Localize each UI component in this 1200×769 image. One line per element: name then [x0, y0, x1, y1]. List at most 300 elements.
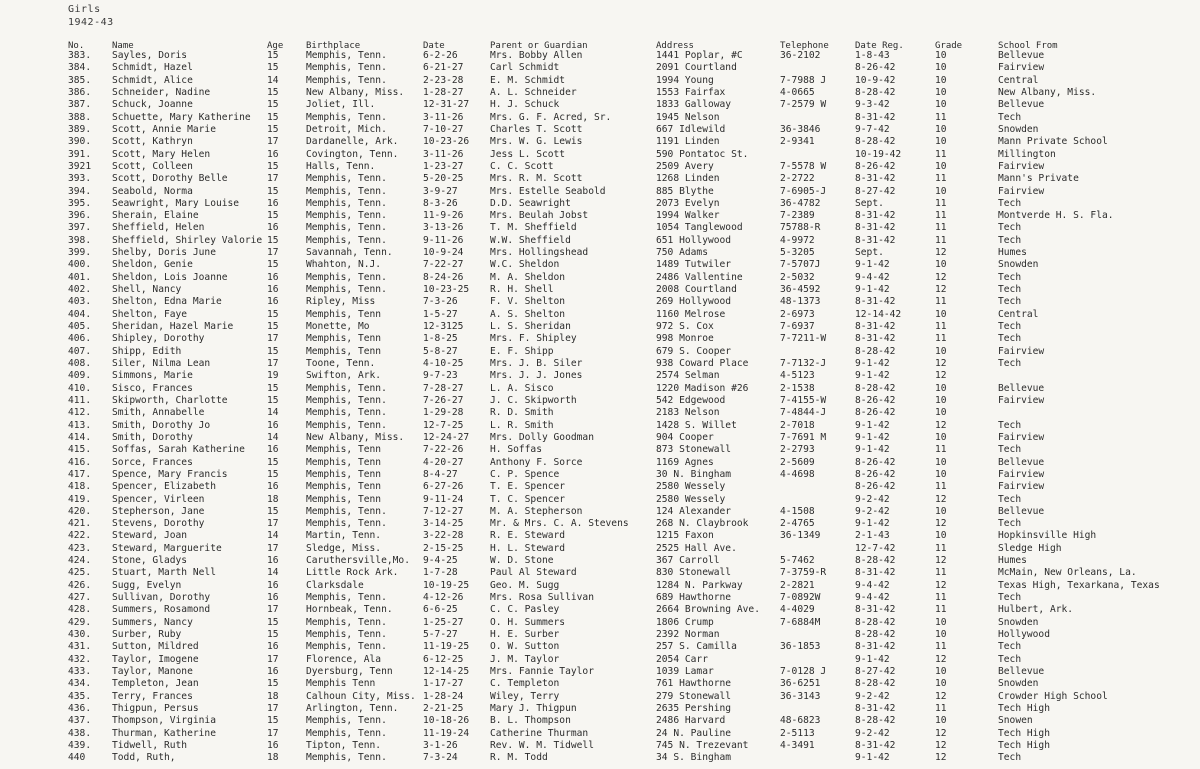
student-name: Templeton, Jean	[112, 678, 199, 690]
birthplace: Savannah, Tenn.	[306, 247, 393, 259]
telephone: 36-2102	[780, 50, 821, 61]
telephone: 7-0128 J	[780, 666, 827, 677]
school-from: Millington	[998, 148, 1056, 160]
date-registered: 8-28-42	[855, 629, 896, 641]
student-age: 15	[267, 185, 279, 197]
address: 2183 Nelson	[656, 407, 720, 419]
student-age: 15	[267, 468, 279, 480]
parent-guardian: Catherine Thurman	[490, 727, 589, 739]
grade: 12	[935, 739, 947, 751]
school-from: Tech	[998, 284, 1022, 296]
grade: 10	[935, 616, 947, 628]
birth-date: 4-12-26	[423, 592, 464, 604]
grade: 11	[935, 111, 947, 123]
address: 1160 Melrose	[656, 308, 726, 320]
birthplace: Tipton, Tenn.	[306, 739, 382, 751]
school-from: Fairview	[998, 160, 1045, 172]
school-from: Mann Private School	[998, 136, 1108, 148]
birthplace: Memphis, Tenn.	[306, 197, 387, 209]
date-registered: 9-1-42	[855, 752, 890, 764]
student-name: Stevens, Dorothy	[112, 518, 205, 530]
parent-guardian: E. F. Shipp	[490, 345, 554, 357]
table-row	[0, 296, 1200, 308]
row-number: 419.	[68, 493, 92, 505]
date-registered: 8-26-42	[855, 468, 896, 480]
address: 2054 Carr	[656, 653, 708, 665]
grade: 11	[935, 173, 947, 185]
parent-guardian: R. M. Todd	[490, 752, 548, 764]
row-number: 406.	[68, 333, 92, 345]
school-from: Bellevue	[998, 50, 1045, 61]
telephone: 5-7462	[780, 555, 815, 567]
row-number: 414.	[68, 431, 92, 443]
student-age: 15	[267, 123, 279, 135]
grade: 12	[935, 370, 947, 382]
birth-date: 3-14-25	[423, 518, 464, 530]
date-registered: 9-1-42	[855, 444, 890, 456]
grade: 11	[935, 222, 947, 234]
parent-guardian: J. C. Skipworth	[490, 394, 577, 406]
row-number: 394.	[68, 185, 92, 197]
birth-date: 11-19-24	[423, 727, 470, 739]
table-row	[0, 333, 1200, 345]
grade: 10	[935, 308, 947, 320]
telephone: 5-3205	[780, 247, 815, 259]
row-number: 439.	[68, 739, 92, 751]
birth-date: 1-28-24	[423, 690, 464, 702]
telephone: 36-1349	[780, 530, 821, 542]
student-age: 16	[267, 579, 279, 591]
address: 2580 Wessely	[656, 481, 726, 493]
birthplace: Memphis, Tenn.	[306, 210, 387, 222]
address: 2008 Courtland	[656, 284, 737, 296]
table-row	[0, 457, 1200, 469]
date-registered: 9-4-42	[855, 579, 890, 591]
birth-date: 8-24-26	[423, 271, 464, 283]
school-from: Humes	[998, 555, 1027, 567]
table-row	[0, 691, 1200, 703]
student-name: Stuart, Marth Nell	[112, 567, 216, 579]
table-row	[0, 604, 1200, 616]
telephone: 2-2793	[780, 444, 815, 456]
date-registered: 9-3-42	[855, 99, 890, 111]
birth-date: 12-24-27	[423, 431, 470, 443]
address: 1268 Linden	[656, 173, 720, 185]
student-age: 15	[267, 86, 279, 98]
student-name: Sheldon, Genie	[112, 259, 193, 271]
row-number: 420.	[68, 505, 92, 517]
birth-date: 10-9-24	[423, 247, 464, 259]
address: 689 Hawthorne	[656, 592, 732, 604]
birthplace: Caruthersville,Mo.	[306, 555, 410, 567]
address: 34 S. Bingham	[656, 752, 732, 764]
address: 124 Alexander	[656, 505, 732, 517]
row-number: 415.	[68, 444, 92, 456]
school-from: Tech	[998, 296, 1022, 308]
date-registered: 12-7-42	[855, 542, 896, 554]
student-name: Spencer, Virleen	[112, 493, 205, 505]
row-number: 407.	[68, 345, 92, 357]
birth-date: 12-14-25	[423, 666, 470, 677]
school-from: Snowden	[998, 616, 1039, 628]
grade: 12	[935, 690, 947, 702]
address: 1220 Madison #26	[656, 382, 749, 394]
address: 679 S. Cooper	[656, 345, 732, 357]
table-row	[0, 62, 1200, 74]
date-registered: 9-1-42	[855, 518, 890, 530]
grade: 10	[935, 123, 947, 135]
telephone: 2-2821	[780, 579, 815, 591]
student-name: Sheridan, Hazel Marie	[112, 321, 234, 333]
table-row	[0, 567, 1200, 579]
grade: 11	[935, 641, 947, 653]
address: 1284 N. Parkway	[656, 579, 743, 591]
birth-date: 4-10-25	[423, 358, 464, 369]
date-registered: 8-26-42	[855, 160, 896, 172]
school-from: McMain, New Orleans, La.	[998, 567, 1137, 579]
table-row	[0, 481, 1200, 493]
table-row	[0, 149, 1200, 161]
table-row	[0, 715, 1200, 727]
table-row	[0, 383, 1200, 395]
student-name: Shelton, Faye	[112, 308, 188, 320]
parent-guardian: H. L. Steward	[490, 542, 566, 554]
row-number: 409.	[68, 370, 92, 382]
parent-guardian: Mrs. J. J. Jones	[490, 370, 583, 382]
birthplace: Memphis, Tenn.	[306, 222, 387, 234]
school-from: Tech	[998, 271, 1022, 283]
parent-guardian: Jess L. Scott	[490, 148, 566, 160]
address: 2574 Selman	[656, 370, 720, 382]
student-age: 15	[267, 715, 279, 727]
row-number: 3921	[68, 160, 92, 172]
parent-guardian: A. L. Schneider	[490, 86, 577, 98]
address: 873 Stonewall	[656, 444, 732, 456]
birthplace: New Albany, Miss.	[306, 86, 405, 98]
row-number: 417.	[68, 468, 92, 480]
row-number: 429.	[68, 616, 92, 628]
student-name: Sheldon, Lois Joanne	[112, 271, 228, 283]
student-age: 15	[267, 111, 279, 123]
student-age: 17	[267, 173, 279, 185]
address: 1441 Poplar, #C	[656, 50, 743, 61]
address: 904 Cooper	[656, 431, 714, 443]
col-telephone: Telephone	[780, 41, 829, 51]
birthplace: Florence, Ala	[306, 653, 382, 665]
birth-date: 7-12-27	[423, 505, 464, 517]
student-age: 17	[267, 727, 279, 739]
telephone: 4-1508	[780, 505, 815, 517]
birth-date: 3-1-26	[423, 739, 458, 751]
school-from: Bellevue	[998, 456, 1045, 468]
row-number: 390.	[68, 136, 92, 148]
date-registered: 8-28-42	[855, 678, 896, 690]
student-name: Seabold, Norma	[112, 185, 193, 197]
birthplace: Monette, Mo	[306, 321, 370, 333]
row-number: 431.	[68, 641, 92, 653]
parent-guardian: C. C. Scott	[490, 160, 554, 172]
birthplace: Sledge, Miss.	[306, 542, 382, 554]
row-number: 401.	[68, 271, 92, 283]
table-row	[0, 530, 1200, 542]
student-age: 15	[267, 50, 279, 61]
parent-guardian: Rev. W. M. Tidwell	[490, 739, 594, 751]
date-registered: 9-1-42	[855, 419, 890, 431]
parent-guardian: Mrs. Estelle Seabold	[490, 185, 606, 197]
date-registered: 9-1-42	[855, 431, 890, 443]
parent-guardian: Paul Al Steward	[490, 567, 577, 579]
address: 1054 Tanglewood	[656, 222, 743, 234]
address: 745 N. Trezevant	[656, 739, 749, 751]
parent-guardian: Mrs. Fannie Taylor	[490, 666, 594, 677]
table-row	[0, 580, 1200, 592]
address: 2091 Courtland	[656, 62, 737, 74]
date-registered: 8-31-42	[855, 641, 896, 653]
birth-date: 1-23-27	[423, 160, 464, 172]
grade: 10	[935, 530, 947, 542]
date-registered: 8-26-42	[855, 62, 896, 74]
student-name: Scott, Mary Helen	[112, 148, 211, 160]
parent-guardian: T. E. Spencer	[490, 481, 566, 493]
telephone: 7-5578 W	[780, 160, 827, 172]
date-registered: 8-31-42	[855, 296, 896, 308]
parent-guardian: Wiley, Terry	[490, 690, 560, 702]
birth-date: 6-6-25	[423, 604, 458, 616]
school-from: Tech	[998, 592, 1022, 604]
birth-date: 3-11-26	[423, 111, 464, 123]
col-parent: Parent or Guardian	[490, 41, 588, 51]
parent-guardian: T. C. Spencer	[490, 493, 566, 505]
student-age: 15	[267, 382, 279, 394]
birthplace: Little Rock Ark.	[306, 567, 399, 579]
table-row	[0, 370, 1200, 382]
student-name: Sayles, Doris	[112, 50, 188, 61]
parent-guardian: R. D. Smith	[490, 407, 554, 419]
date-registered: 9-2-42	[855, 727, 890, 739]
student-age: 15	[267, 62, 279, 74]
address: 1215 Faxon	[656, 530, 714, 542]
student-age: 17	[267, 247, 279, 259]
school-from: Fairview	[998, 185, 1045, 197]
date-registered: 8-26-42	[855, 456, 896, 468]
address: 2073 Evelyn	[656, 197, 720, 209]
birth-date: 3-22-28	[423, 530, 464, 542]
parent-guardian: Mrs. Dolly Goodman	[490, 431, 594, 443]
birth-date: 2-23-28	[423, 74, 464, 86]
student-name: Schuette, Mary Katherine	[112, 111, 251, 123]
parent-guardian: Mrs. R. M. Scott	[490, 173, 583, 185]
telephone: 36-6251	[780, 678, 821, 690]
address: 2635 Pershing	[656, 702, 732, 714]
date-registered: 8-26-42	[855, 394, 896, 406]
parent-guardian: L. S. Sheridan	[490, 321, 571, 333]
telephone: 48-1373	[780, 296, 821, 308]
row-number: 428.	[68, 604, 92, 616]
address: 279 Stonewall	[656, 690, 732, 702]
birthplace: Memphis, Tenn	[306, 308, 382, 320]
table-row	[0, 617, 1200, 629]
row-number: 436.	[68, 702, 92, 714]
row-number: 398.	[68, 234, 92, 246]
birthplace: Memphis, Tenn	[306, 481, 382, 493]
parent-guardian: L. A. Sisco	[490, 382, 554, 394]
birthplace: Memphis, Tenn.	[306, 74, 387, 86]
school-from: Tech	[998, 222, 1022, 234]
row-number: 387.	[68, 99, 92, 111]
parent-guardian: W. D. Stone	[490, 555, 554, 567]
student-name: Todd, Ruth,	[112, 752, 176, 764]
address: 1945 Nelson	[656, 111, 720, 123]
parent-guardian: R. E. Steward	[490, 530, 566, 542]
address: 2664 Browning Ave.	[656, 604, 760, 616]
student-age: 15	[267, 456, 279, 468]
date-registered: 8-28-42	[855, 555, 896, 567]
grade: 10	[935, 666, 947, 677]
row-number: 421.	[68, 518, 92, 530]
address: 1489 Tutwiler	[656, 259, 732, 271]
date-registered: 8-31-42	[855, 222, 896, 234]
birthplace: Swifton, Ark.	[306, 370, 382, 382]
table-row	[0, 432, 1200, 444]
row-number: 433.	[68, 666, 92, 677]
grade: 10	[935, 86, 947, 98]
telephone: 2-9341	[780, 136, 815, 148]
birth-date: 5-8-27	[423, 345, 458, 357]
grade: 11	[935, 444, 947, 456]
row-number: 399.	[68, 247, 92, 259]
date-registered: 9-2-42	[855, 505, 890, 517]
date-registered: 9-1-42	[855, 259, 890, 271]
grade: 11	[935, 542, 947, 554]
row-number: 402.	[68, 284, 92, 296]
birthplace: Joliet, Ill.	[306, 99, 376, 111]
grade: 10	[935, 394, 947, 406]
row-number: 412.	[68, 407, 92, 419]
table-row	[0, 272, 1200, 284]
parent-guardian: H. J. Schuck	[490, 99, 560, 111]
address: 1806 Crump	[656, 616, 714, 628]
parent-guardian: W.C. Sheldon	[490, 259, 560, 271]
telephone: 7-2579 W	[780, 99, 827, 111]
address: 2580 Wessely	[656, 493, 726, 505]
telephone: 2-5113	[780, 727, 815, 739]
birthplace: Hornbeak, Tenn.	[306, 604, 393, 616]
telephone: 4-4029	[780, 604, 815, 616]
student-age: 15	[267, 345, 279, 357]
student-name: Schmidt, Alice	[112, 74, 193, 86]
address: 1428 S. Willet	[656, 419, 737, 431]
table-row	[0, 173, 1200, 185]
birth-date: 3-13-26	[423, 222, 464, 234]
address: 24 N. Pauline	[656, 727, 732, 739]
parent-guardian: E. M. Schmidt	[490, 74, 566, 86]
birthplace: Memphis, Tenn.	[306, 592, 387, 604]
date-registered: 8-31-42	[855, 739, 896, 751]
telephone: 2-4765	[780, 518, 815, 530]
date-registered: 9-7-42	[855, 123, 890, 135]
school-from: Tech	[998, 493, 1022, 505]
student-age: 16	[267, 296, 279, 308]
student-name: Sugg, Evelyn	[112, 579, 182, 591]
student-age: 15	[267, 99, 279, 111]
address: 651 Hollywood	[656, 234, 732, 246]
grade: 11	[935, 148, 947, 160]
school-from: Tech High	[998, 727, 1050, 739]
student-age: 17	[267, 542, 279, 554]
row-number: 438.	[68, 727, 92, 739]
birthplace: Memphis, Tenn.	[306, 62, 387, 74]
telephone: 7-7988 J	[780, 74, 827, 86]
birthplace: Memphis, Tenn.	[306, 518, 387, 530]
school-from: Tech	[998, 419, 1022, 431]
student-name: Skipworth, Charlotte	[112, 394, 228, 406]
student-age: 18	[267, 690, 279, 702]
student-name: Schneider, Nadine	[112, 86, 211, 98]
student-age: 14	[267, 407, 279, 419]
grade: 12	[935, 493, 947, 505]
parent-guardian: Mrs. Beulah Jobst	[490, 210, 589, 222]
student-age: 17	[267, 653, 279, 665]
birthplace: Memphis, Tenn.	[306, 419, 387, 431]
parent-guardian: L. R. Smith	[490, 419, 554, 431]
col-age: Age	[267, 41, 284, 51]
row-number: 384.	[68, 62, 92, 74]
date-registered: Sept.	[855, 197, 884, 209]
row-number: 403.	[68, 296, 92, 308]
table-row	[0, 469, 1200, 481]
grade: 10	[935, 136, 947, 148]
date-registered: 8-31-42	[855, 111, 896, 123]
parent-guardian: C. C. Pasley	[490, 604, 560, 616]
grade: 10	[935, 505, 947, 517]
grade: 11	[935, 702, 947, 714]
birth-date: 7-3-24	[423, 752, 458, 764]
student-name: Scott, Dorothy Belle	[112, 173, 228, 185]
table-row	[0, 678, 1200, 690]
student-age: 16	[267, 284, 279, 296]
date-registered: 9-1-42	[855, 653, 890, 665]
col-grade: Grade	[935, 41, 963, 51]
parent-guardian: Charles T. Scott	[490, 123, 583, 135]
parent-guardian: Mrs. W. G. Lewis	[490, 136, 583, 148]
col-birthplace: Birthplace	[306, 41, 361, 51]
telephone: 4-4698	[780, 468, 815, 480]
student-name: Sheffield, Helen	[112, 222, 205, 234]
student-name: Sisco, Frances	[112, 382, 193, 394]
col-date: Date	[423, 41, 445, 51]
row-number: 424.	[68, 555, 92, 567]
row-number: 404.	[68, 308, 92, 320]
row-number: 391.	[68, 148, 92, 160]
parent-guardian: C. P. Spence	[490, 468, 560, 480]
address: 30 N. Bingham	[656, 468, 732, 480]
birthplace: Memphis, Tenn.	[306, 284, 387, 296]
grade: 11	[935, 197, 947, 209]
telephone: 2-6973	[780, 308, 815, 320]
table-row	[0, 259, 1200, 271]
address: 972 S. Cox	[656, 321, 714, 333]
telephone: 36-4782	[780, 197, 821, 209]
telephone: 7-2389	[780, 210, 815, 222]
school-from: Fairview	[998, 431, 1045, 443]
student-name: Shelby, Doris June	[112, 247, 216, 259]
table-row	[0, 87, 1200, 99]
grade: 12	[935, 579, 947, 591]
student-name: Seawright, Mary Louise	[112, 197, 240, 209]
table-row	[0, 494, 1200, 506]
table-row	[0, 124, 1200, 136]
grade: 10	[935, 160, 947, 172]
